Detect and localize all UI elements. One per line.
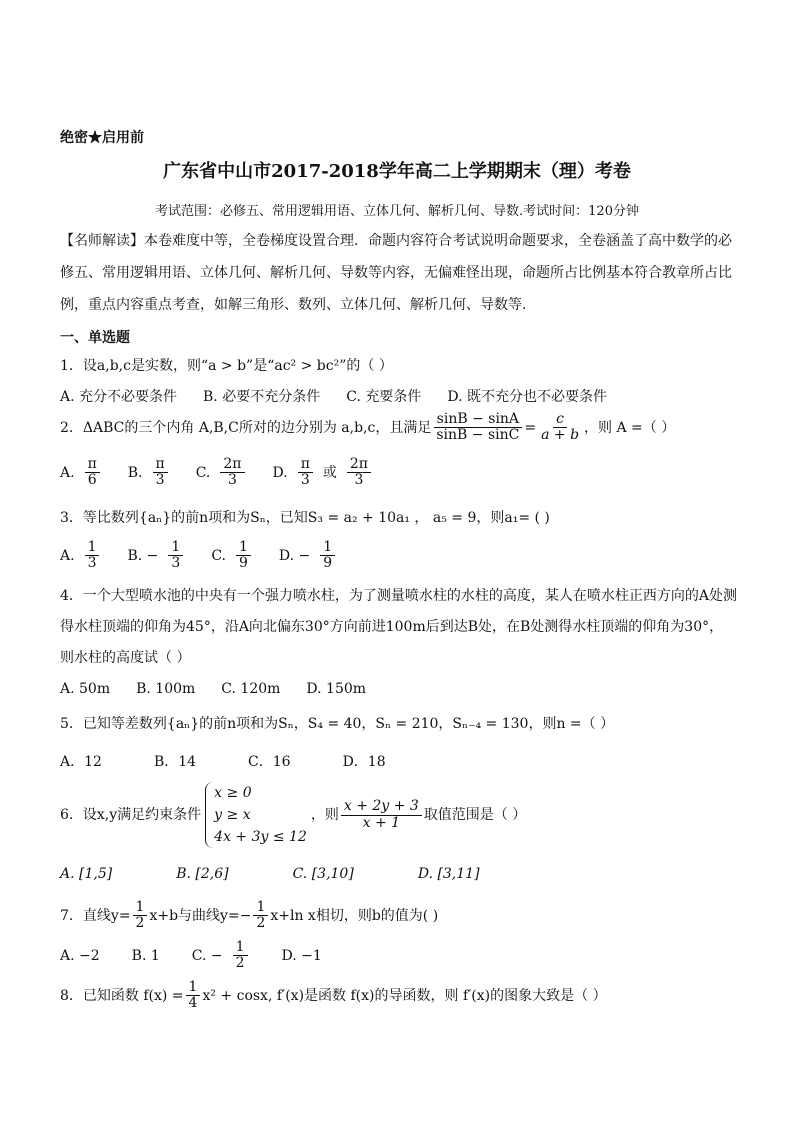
q7-option-d: D. −1 [281, 947, 322, 964]
question-1-options [60, 387, 734, 407]
question-5-stem: 5．已知等差数列{aₙ}的前n项和为Sₙ，S₄ = 40，Sₙ = 210，Sₙ₋₄ = 130，则n =（ ） [60, 716, 615, 732]
q5-option-d: D．18 [342, 754, 386, 770]
question-6-options [60, 864, 734, 884]
exam-scope: 考试范围：必修五、常用逻辑用语、立体几何、解析几何、导数.考试时间：120分钟 [155, 204, 639, 219]
q4-option-d: D. 150m [306, 681, 367, 697]
q6-option-a: A. [1,5] [60, 866, 113, 882]
q2-option-b: B. $\frac{\pi}{3}$ [128, 457, 170, 489]
question-8-stem: 8．已知函数 f(x) = $\frac{1}{4}$ x² + cosx, f′(x)是函数 f(x)的导函数，则 f′(x)的图象大致是（ ） [60, 979, 607, 1012]
q2-option-c: C. $\frac{2\pi}{3}$ [196, 457, 247, 489]
q6-constraint-system [205, 782, 307, 848]
q1-option-b: B. 必要不充分条件 [203, 389, 321, 405]
q6-constraint-2: y ≥ x [214, 807, 251, 823]
q4-option-b: B. 100m [136, 681, 196, 697]
q2-frac1-num: sinB − sinA [434, 412, 522, 428]
question-4-options [60, 679, 734, 699]
q2-suffix: ，则 A =（ ） [584, 419, 676, 436]
q4-option-c: C. 120m [221, 681, 281, 697]
q6-constraint-1: x ≥ 0 [214, 785, 252, 801]
q5-option-a: A．12 [60, 754, 102, 770]
question-2-options [60, 457, 734, 489]
question-4-line-3: 则水柱的高度试（ ） [60, 650, 191, 666]
q6-option-b: B. [2,6] [176, 866, 229, 882]
q2-option-d: D. $\frac{\pi}{3}$ 或 $\frac{2\pi}{3}$ [273, 457, 374, 489]
q1-option-c: C. 充要条件 [346, 389, 422, 405]
question-2-stem [60, 412, 734, 444]
q3-option-a: A. $\frac{1}{3}$ [60, 540, 101, 572]
q2-frac2-den: a + b [541, 427, 580, 444]
q2-prefix: 2．ΔABC的三个内角 A,B,C所对的边分别为 a,b,c，且满足 [60, 419, 432, 436]
teacher-commentary: 【名师解读】本卷难度中等，全卷梯度设置合理．命题内容符合考试说明命题要求，全卷涵盖了高中数学的必修五、常用逻辑用语、立体几何、解析几何、导数等内容，无偏难怪出现，命题所占比例基本符合教章所占比例，重点内容重点考查，如解三角形、数列、立体几何、解析几何、导数等. [60, 233, 732, 313]
section-title: 一、单选题 [60, 330, 130, 346]
q2-equals: = [524, 419, 537, 436]
q1-option-a: A. 充分不必要条件 [60, 389, 178, 405]
q6-fraction: $\frac{x + 2y + 3}{x + 1}$ [341, 799, 422, 831]
q7-option-c: C. − $\frac{1}{2}$ [192, 940, 250, 972]
question-3-options [60, 540, 734, 572]
q3-option-b: B. − $\frac{1}{3}$ [127, 540, 185, 572]
q1-option-d: D. 既不充分也不必要条件 [447, 389, 607, 405]
q6-mid: ，则 [310, 807, 339, 823]
q2-fraction-right [538, 412, 582, 444]
question-4-line-2: 得水柱顶端的仰角为45°，沿A向北偏东30°方向前进100m后到达B处，在B处测得水柱顶端的仰角为30°， [60, 619, 724, 635]
q7-option-b: B. 1 [131, 947, 160, 964]
question-3-stem: 3．等比数列{aₙ}的前n项和为Sₙ，已知S₃ = a₂ + 10a₁ ， a₅ = 9，则a₁= ( ) [60, 510, 550, 526]
question-5-options [60, 752, 734, 772]
q2-fraction-left [433, 412, 522, 444]
question-7-options [60, 940, 734, 972]
q2-option-a: A. $\frac{\pi}{6}$ [60, 457, 102, 489]
q6-suffix: 取值范围是（ ） [423, 807, 527, 823]
q3-option-d: D. − $\frac{1}{9}$ [279, 540, 337, 572]
question-1-stem: 1．设a,b,c是实数，则“a > b”是“ac² > bc²”的（ ） [60, 358, 393, 374]
question-6-stem [60, 782, 734, 848]
question-4-line-1: 4．一个大型喷水池的中央有一个强力喷水柱，为了测量喷水柱的水柱的高度，某人在喷水柱正西方向的A处测 [60, 588, 738, 604]
q5-option-b: B．14 [153, 754, 197, 770]
q6-prefix: 6．设x,y满足约束条件 [60, 807, 202, 823]
q5-option-c: C．16 [248, 754, 291, 770]
q6-option-c: C. [3,10] [292, 866, 354, 882]
confidential-label: 绝密★启用前 [60, 130, 144, 146]
q2-frac2-num: c [553, 412, 567, 428]
exam-title: 广东省中山市2017-2018学年高二上学期期末（理）考卷 [163, 161, 631, 182]
q7-option-a: A. −2 [60, 947, 100, 964]
question-7-stem: 7．直线y= $\frac{1}{2}$ x+b与曲线y=− $\frac{1}{2}$ x+ln x相切，则b的值为( ) [60, 899, 439, 932]
q3-option-c: C. $\frac{1}{9}$ [211, 540, 253, 572]
q2-frac1-den: sinB − sinC [436, 427, 520, 444]
q4-option-a: A. 50m [60, 681, 111, 697]
q6-option-d: D. [3,11] [417, 866, 480, 882]
q6-constraint-3: 4x + 3y ≤ 12 [214, 829, 307, 845]
